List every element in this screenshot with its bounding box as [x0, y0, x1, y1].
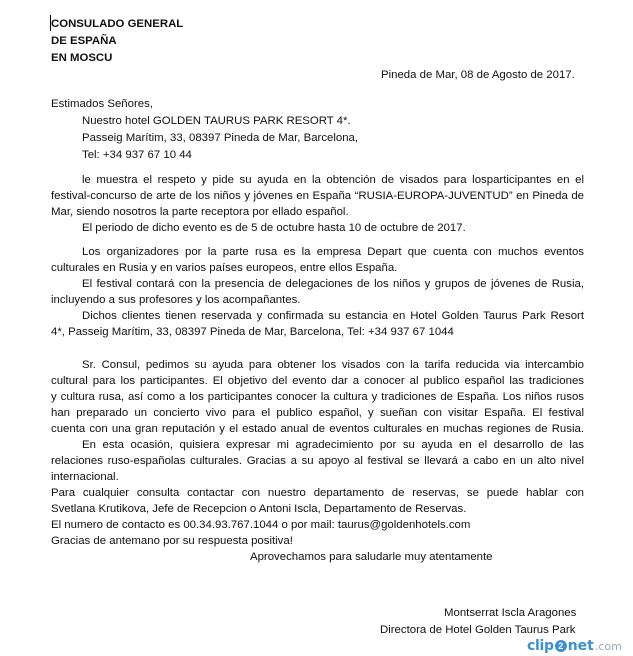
paragraph-line: Svetlana Krutikova, Jefe de Recepcion o Antoni Iscla, Departamento de Reservas. [51, 503, 467, 515]
salutation: Estimados Señores, [51, 98, 153, 110]
paragraph-line: Mar, siendo nosotros la parte receptora por ellado español. [51, 206, 349, 218]
paragraph-line: relaciones ruso-españolas culturales. Gracias a su apoyo al festival se llevará a cabo en un alto nivel [51, 455, 584, 467]
paragraph-line: cultural para los participantes. El objetivo del evento dar a conocer al publico español las tradiciones [51, 375, 584, 387]
signature-title: Directora de Hotel Golden Taurus Park [380, 624, 576, 636]
hotel-address: Passeig Marítim, 33, 08397 Pineda de Mar, Barcelona, [82, 132, 359, 144]
paragraph-line: han preparado un concierto vivo para el publico español, y sueñan con visitar España. El festival [51, 407, 584, 419]
paragraph-line: culturales en Rusia y en varios países europeos, entre ellos España. [51, 262, 398, 274]
watermark-domain: .com [594, 639, 622, 653]
hotel-name: Nuestro hotel GOLDEN TAURUS PARK RESORT 4*. [82, 115, 351, 127]
thanks-line: Gracias de antemano por su respuesta positiva! [51, 535, 293, 547]
paragraph-line: cuenta con una gran reputación y el estado anual de eventos culturales en muchas regiones de Rusia. [51, 423, 584, 435]
header-line-3: EN MOSCU [51, 52, 113, 64]
paragraph-line: incluyendo a sus profesores y los acompañantes. [51, 294, 301, 306]
paragraph-line: 4*, Passeig Marítim, 33, 08397 Pineda de Mar, Barcelona, Tel: +34 937 67 1044 [51, 326, 454, 338]
paragraph-line: internacional. [51, 471, 119, 483]
paragraph-line: El periodo de dicho evento es de 5 de octubre hasta 10 de octubre de 2017. [82, 222, 466, 234]
paragraph-line: En esta ocasión, quisiera expresar mi agradecimiento por su ayuda en el desarrollo de las [82, 439, 584, 451]
header-line-1: CONSULADO GENERAL [51, 18, 184, 30]
watermark-logo [527, 638, 622, 654]
paragraph-line: Sr. Consul, pedimos su ayuda para obtener los visados con la tarifa reducida via intercambio [82, 359, 584, 371]
hotel-phone: Tel: +34 937 67 10 44 [82, 149, 192, 161]
watermark-text: clip [527, 638, 554, 654]
paragraph-line: El festival contará con la presencia de delegaciones de los niños y grupos de jóvenes de Rusia, [82, 278, 584, 290]
contact-line: El numero de contacto es 00.34.93.767.1044 o por mail: taurus@goldenhotels.com [51, 519, 471, 531]
paragraph-line: festival-concurso de arte de los niños y jóvenes en España “RUSIA-EUROPA-JUVENTUD” en Pineda de [51, 190, 584, 202]
signature-name: Montserrat Iscla Aragones [444, 607, 577, 619]
paragraph-line: Los organizadores por la parte rusa es la empresa Depart que cuenta con muchos eventos [82, 246, 584, 258]
watermark-badge: 2 [555, 640, 567, 652]
paragraph-line: Dichos clientes tienen reservada y confirmada su estancia en Hotel Golden Taurus Park Resort [82, 310, 584, 322]
paragraph-line: y cultura rusa, así como a los participantes conocer la cultura y tradiciones de España. Los niños rusos [51, 391, 584, 403]
paragraph-line: le muestra el respeto y pide su ayuda en la obtención de visados para losparticipantes en el [82, 174, 584, 186]
header-line-2: DE ESPAÑA [51, 35, 117, 47]
watermark-text: net [567, 638, 594, 654]
paragraph-line: Para cualquier consulta contactar con nuestro departamento de reservas, se puede hablar con [51, 487, 584, 499]
closing-line: Aprovechamos para saludarle muy atentamente [250, 551, 493, 563]
letter-date: Pineda de Mar, 08 de Agosto de 2017. [381, 69, 575, 81]
